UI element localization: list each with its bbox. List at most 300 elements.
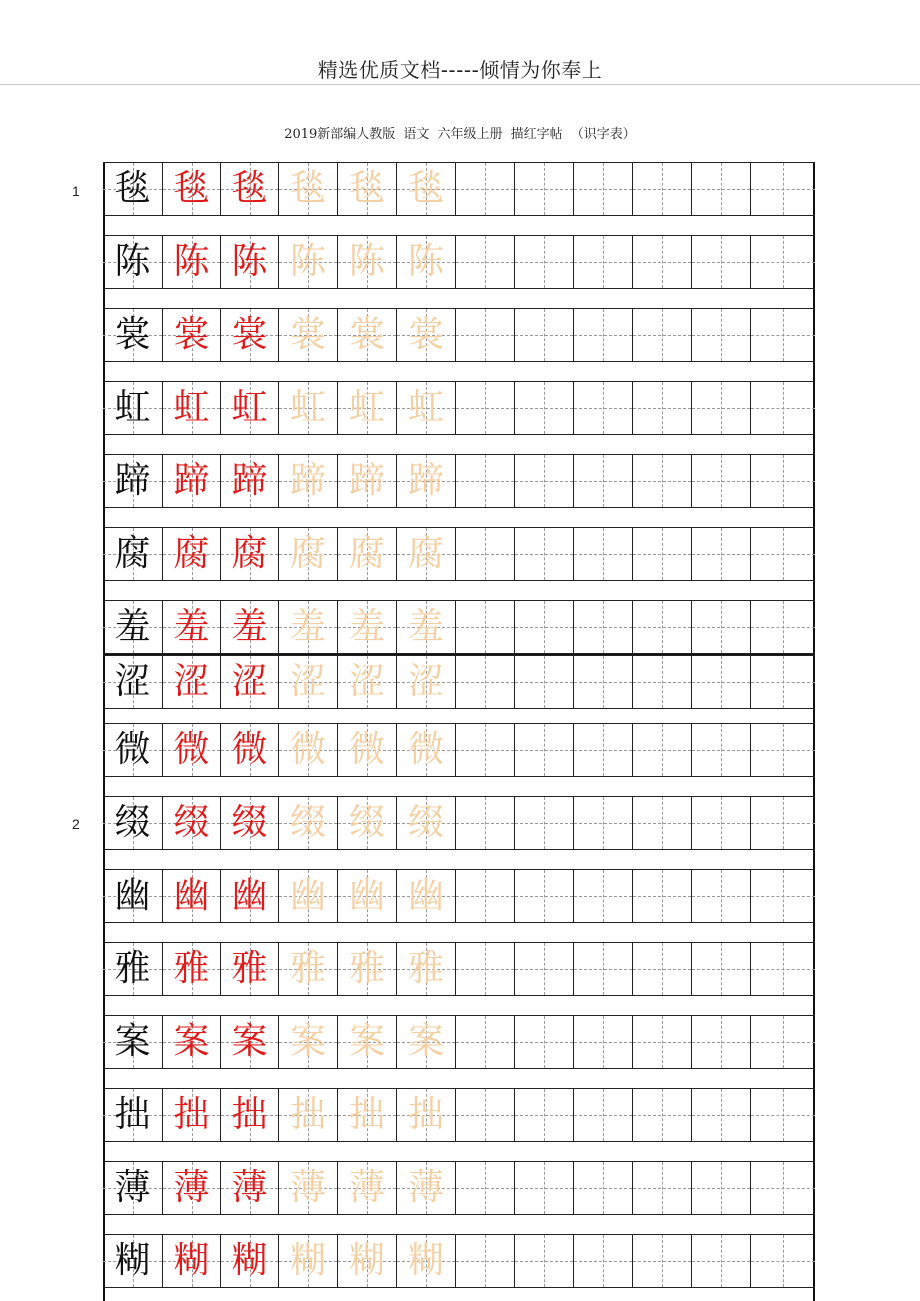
light-trace-character: 薄 — [289, 1167, 326, 1208]
light-trace-character: 腐 — [407, 533, 444, 574]
trace-cell — [221, 1235, 279, 1287]
model-character: 微 — [114, 729, 151, 770]
blank-practice-cell[interactable] — [633, 943, 692, 995]
trace-cell — [279, 236, 338, 288]
light-trace-character: 裳 — [289, 314, 326, 355]
trace-cell — [279, 797, 338, 849]
light-trace-character: 腐 — [289, 533, 326, 574]
blank-practice-cell[interactable] — [456, 1162, 515, 1214]
page-marker-2: 2 — [72, 816, 80, 832]
trace-cell — [163, 163, 221, 215]
blank-practice-cell[interactable] — [633, 382, 692, 434]
trace-cell — [279, 601, 338, 653]
blank-practice-cell[interactable] — [633, 309, 692, 361]
trace-cell — [163, 797, 221, 849]
header-banner: 精选优质文档-----倾情为你奉上 — [317, 58, 603, 82]
blank-practice-cell[interactable] — [456, 943, 515, 995]
light-trace-character: 薄 — [407, 1167, 444, 1208]
blank-practice-cell[interactable] — [692, 528, 751, 580]
light-trace-character: 微 — [348, 729, 385, 770]
trace-cell — [221, 797, 279, 849]
light-trace-character: 拙 — [289, 1094, 326, 1135]
red-trace-character: 微 — [231, 729, 268, 770]
blank-practice-cell[interactable] — [456, 236, 515, 288]
blank-practice-cell[interactable] — [456, 528, 515, 580]
light-trace-character: 案 — [289, 1021, 326, 1062]
trace-cell — [221, 1089, 279, 1141]
trace-cell — [221, 309, 279, 361]
trace-cell — [338, 1235, 397, 1287]
blank-practice-cell[interactable] — [633, 528, 692, 580]
blank-practice-cell[interactable] — [633, 656, 692, 708]
char-row — [103, 454, 815, 508]
trace-cell — [279, 455, 338, 507]
trace-cell — [397, 455, 456, 507]
red-trace-character: 腐 — [173, 533, 210, 574]
blank-practice-cell[interactable] — [692, 163, 751, 215]
model-character: 毯 — [114, 168, 151, 209]
document-title: 2019新部编人教版 语文 六年级上册 描红字帖 （识字表） — [284, 127, 636, 142]
red-trace-character: 涩 — [231, 661, 268, 702]
blank-practice-cell[interactable] — [574, 163, 633, 215]
trace-cell — [279, 1162, 338, 1214]
blank-practice-cell[interactable] — [574, 1016, 633, 1068]
model-cell — [103, 724, 163, 776]
blank-practice-cell[interactable] — [515, 601, 574, 653]
light-trace-character: 毯 — [289, 168, 326, 209]
char-row — [103, 308, 815, 362]
blank-practice-cell[interactable] — [751, 656, 815, 708]
light-trace-character: 缀 — [407, 802, 444, 843]
trace-cell — [221, 601, 279, 653]
trace-cell — [338, 870, 397, 922]
blank-practice-cell[interactable] — [751, 724, 815, 776]
blank-practice-cell[interactable] — [692, 656, 751, 708]
red-trace-character: 涩 — [173, 661, 210, 702]
trace-cell — [279, 870, 338, 922]
trace-cell — [397, 163, 456, 215]
light-trace-character: 陈 — [407, 241, 444, 282]
blank-practice-cell[interactable] — [456, 163, 515, 215]
light-trace-character: 羞 — [289, 606, 326, 647]
trace-cell — [397, 1235, 456, 1287]
trace-cell — [221, 382, 279, 434]
light-trace-character: 微 — [407, 729, 444, 770]
char-row — [103, 1088, 815, 1142]
char-row — [103, 600, 815, 654]
model-cell — [103, 1016, 163, 1068]
trace-cell — [221, 656, 279, 708]
blank-practice-cell[interactable] — [751, 163, 815, 215]
trace-cell — [338, 1089, 397, 1141]
light-trace-character: 蹄 — [289, 460, 326, 501]
blank-practice-cell[interactable] — [751, 1235, 815, 1287]
trace-cell — [338, 309, 397, 361]
model-character: 雅 — [114, 948, 151, 989]
trace-cell — [221, 163, 279, 215]
blank-practice-cell[interactable] — [574, 309, 633, 361]
trace-cell — [163, 943, 221, 995]
model-character: 糊 — [114, 1240, 151, 1281]
red-trace-character: 陈 — [231, 241, 268, 282]
blank-practice-cell[interactable] — [574, 1235, 633, 1287]
blank-practice-cell[interactable] — [515, 797, 574, 849]
blank-practice-cell[interactable] — [574, 1089, 633, 1141]
red-trace-character: 蹄 — [173, 460, 210, 501]
blank-practice-cell[interactable] — [633, 1089, 692, 1141]
light-trace-character: 案 — [348, 1021, 385, 1062]
red-trace-character: 糊 — [173, 1240, 210, 1281]
light-trace-character: 雅 — [348, 948, 385, 989]
trace-cell — [163, 309, 221, 361]
blank-practice-cell[interactable] — [692, 236, 751, 288]
char-row — [103, 1234, 815, 1288]
blank-practice-cell[interactable] — [633, 163, 692, 215]
red-trace-character: 薄 — [173, 1167, 210, 1208]
light-trace-character: 羞 — [407, 606, 444, 647]
blank-practice-cell[interactable] — [515, 1235, 574, 1287]
blank-practice-cell[interactable] — [515, 943, 574, 995]
model-cell — [103, 382, 163, 434]
trace-cell — [338, 455, 397, 507]
trace-cell — [338, 236, 397, 288]
red-trace-character: 薄 — [231, 1167, 268, 1208]
char-row — [103, 235, 815, 289]
trace-cell — [221, 528, 279, 580]
light-trace-character: 涩 — [289, 661, 326, 702]
light-trace-character: 毯 — [407, 168, 444, 209]
blank-practice-cell[interactable] — [751, 797, 815, 849]
light-trace-character: 蹄 — [348, 460, 385, 501]
red-trace-character: 腐 — [231, 533, 268, 574]
blank-practice-cell[interactable] — [515, 1089, 574, 1141]
model-cell — [103, 163, 163, 215]
light-trace-character: 糊 — [407, 1240, 444, 1281]
blank-practice-cell[interactable] — [633, 797, 692, 849]
blank-practice-cell[interactable] — [456, 309, 515, 361]
char-row — [103, 796, 815, 850]
model-character: 陈 — [114, 241, 151, 282]
trace-cell — [279, 382, 338, 434]
blank-practice-cell[interactable] — [692, 601, 751, 653]
page-marker-1: 1 — [72, 183, 80, 199]
red-trace-character: 拙 — [231, 1094, 268, 1135]
blank-practice-cell[interactable] — [692, 1162, 751, 1214]
light-trace-character: 案 — [407, 1021, 444, 1062]
blank-practice-cell[interactable] — [574, 797, 633, 849]
blank-practice-cell[interactable] — [574, 656, 633, 708]
light-trace-character: 缀 — [289, 802, 326, 843]
model-character: 腐 — [114, 533, 151, 574]
light-trace-character: 毯 — [348, 168, 385, 209]
model-character: 拙 — [114, 1094, 151, 1135]
char-row — [103, 869, 815, 923]
trace-cell — [397, 724, 456, 776]
blank-practice-cell[interactable] — [692, 1089, 751, 1141]
blank-practice-cell[interactable] — [692, 309, 751, 361]
blank-practice-cell[interactable] — [515, 309, 574, 361]
blank-practice-cell[interactable] — [692, 1016, 751, 1068]
char-row — [103, 723, 815, 777]
blank-practice-cell[interactable] — [456, 724, 515, 776]
blank-practice-cell[interactable] — [456, 1235, 515, 1287]
blank-practice-cell[interactable] — [692, 455, 751, 507]
blank-practice-cell[interactable] — [574, 870, 633, 922]
blank-practice-cell[interactable] — [574, 382, 633, 434]
trace-cell — [397, 382, 456, 434]
model-cell — [103, 601, 163, 653]
trace-cell — [163, 1089, 221, 1141]
light-trace-character: 裳 — [348, 314, 385, 355]
char-row — [103, 527, 815, 581]
trace-cell — [163, 455, 221, 507]
red-trace-character: 陈 — [173, 241, 210, 282]
red-trace-character: 幽 — [231, 875, 268, 916]
model-cell — [103, 236, 163, 288]
light-trace-character: 腐 — [348, 533, 385, 574]
blank-practice-cell[interactable] — [633, 1162, 692, 1214]
blank-practice-cell[interactable] — [456, 601, 515, 653]
red-trace-character: 微 — [173, 729, 210, 770]
blank-practice-cell[interactable] — [751, 382, 815, 434]
model-character: 裳 — [114, 314, 151, 355]
blank-practice-cell[interactable] — [633, 870, 692, 922]
light-trace-character: 幽 — [289, 875, 326, 916]
model-cell — [103, 528, 163, 580]
char-row — [103, 162, 815, 216]
blank-practice-cell[interactable] — [633, 1016, 692, 1068]
model-character: 案 — [114, 1021, 151, 1062]
blank-practice-cell[interactable] — [574, 1162, 633, 1214]
blank-practice-cell[interactable] — [574, 236, 633, 288]
trace-cell — [397, 656, 456, 708]
blank-practice-cell[interactable] — [751, 1016, 815, 1068]
blank-practice-cell[interactable] — [515, 163, 574, 215]
light-trace-character: 拙 — [348, 1094, 385, 1135]
char-row — [103, 1161, 815, 1215]
model-character: 蹄 — [114, 460, 151, 501]
trace-cell — [221, 870, 279, 922]
red-trace-character: 案 — [231, 1021, 268, 1062]
red-trace-character: 虹 — [231, 387, 268, 428]
trace-cell — [397, 943, 456, 995]
char-row — [103, 942, 815, 996]
trace-cell — [279, 309, 338, 361]
trace-cell — [338, 382, 397, 434]
blank-practice-cell[interactable] — [633, 724, 692, 776]
model-cell — [103, 309, 163, 361]
trace-cell — [397, 870, 456, 922]
trace-cell — [338, 1162, 397, 1214]
char-row — [103, 655, 815, 709]
blank-practice-cell[interactable] — [692, 797, 751, 849]
blank-practice-cell[interactable] — [574, 724, 633, 776]
blank-practice-cell[interactable] — [751, 870, 815, 922]
blank-practice-cell[interactable] — [633, 601, 692, 653]
trace-cell — [163, 656, 221, 708]
red-trace-character: 毯 — [173, 168, 210, 209]
trace-cell — [163, 724, 221, 776]
light-trace-character: 微 — [289, 729, 326, 770]
blank-practice-cell[interactable] — [692, 724, 751, 776]
trace-cell — [338, 601, 397, 653]
trace-cell — [279, 656, 338, 708]
blank-practice-cell[interactable] — [574, 601, 633, 653]
blank-practice-cell[interactable] — [456, 797, 515, 849]
blank-practice-cell[interactable] — [515, 1016, 574, 1068]
blank-practice-cell[interactable] — [456, 656, 515, 708]
light-trace-character: 拙 — [407, 1094, 444, 1135]
model-character: 羞 — [114, 606, 151, 647]
light-trace-character: 虹 — [348, 387, 385, 428]
blank-practice-cell[interactable] — [751, 943, 815, 995]
model-character: 涩 — [114, 661, 151, 702]
red-trace-character: 缀 — [231, 802, 268, 843]
blank-practice-cell[interactable] — [751, 1162, 815, 1214]
trace-cell — [279, 724, 338, 776]
trace-cell — [221, 943, 279, 995]
light-trace-character: 涩 — [348, 661, 385, 702]
red-trace-character: 雅 — [231, 948, 268, 989]
blank-practice-cell[interactable] — [515, 870, 574, 922]
model-character: 虹 — [114, 387, 151, 428]
trace-cell — [163, 236, 221, 288]
blank-practice-cell[interactable] — [751, 455, 815, 507]
blank-practice-cell[interactable] — [456, 870, 515, 922]
light-trace-character: 薄 — [348, 1167, 385, 1208]
blank-practice-cell[interactable] — [751, 1089, 815, 1141]
light-trace-character: 陈 — [289, 241, 326, 282]
trace-cell — [338, 724, 397, 776]
trace-cell — [338, 528, 397, 580]
trace-cell — [338, 656, 397, 708]
red-trace-character: 毯 — [231, 168, 268, 209]
trace-cell — [279, 1235, 338, 1287]
blank-practice-cell[interactable] — [515, 382, 574, 434]
blank-practice-cell[interactable] — [692, 1235, 751, 1287]
trace-cell — [279, 1016, 338, 1068]
blank-practice-cell[interactable] — [692, 870, 751, 922]
blank-practice-cell[interactable] — [751, 236, 815, 288]
model-cell — [103, 1162, 163, 1214]
blank-practice-cell[interactable] — [515, 724, 574, 776]
light-trace-character: 糊 — [289, 1240, 326, 1281]
blank-practice-cell[interactable] — [633, 455, 692, 507]
trace-cell — [163, 1162, 221, 1214]
red-trace-character: 糊 — [231, 1240, 268, 1281]
trace-cell — [279, 528, 338, 580]
header-rule — [0, 84, 920, 85]
red-trace-character: 虹 — [173, 387, 210, 428]
model-character: 薄 — [114, 1167, 151, 1208]
model-cell — [103, 1089, 163, 1141]
model-cell — [103, 455, 163, 507]
blank-practice-cell[interactable] — [574, 455, 633, 507]
blank-practice-cell[interactable] — [456, 1089, 515, 1141]
trace-cell — [338, 1016, 397, 1068]
blank-practice-cell[interactable] — [515, 236, 574, 288]
char-row — [103, 1015, 815, 1069]
practice-sheet — [103, 162, 815, 1301]
char-row — [103, 381, 815, 435]
blank-practice-cell[interactable] — [515, 1162, 574, 1214]
red-trace-character: 缀 — [173, 802, 210, 843]
red-trace-character: 拙 — [173, 1094, 210, 1135]
red-trace-character: 裳 — [231, 314, 268, 355]
blank-practice-cell[interactable] — [515, 528, 574, 580]
trace-cell — [397, 236, 456, 288]
trace-cell — [163, 601, 221, 653]
model-character: 幽 — [114, 875, 151, 916]
trace-cell — [221, 455, 279, 507]
blank-practice-cell[interactable] — [515, 455, 574, 507]
blank-practice-cell[interactable] — [633, 236, 692, 288]
red-trace-character: 幽 — [173, 875, 210, 916]
blank-practice-cell[interactable] — [574, 528, 633, 580]
trace-cell — [221, 236, 279, 288]
model-character: 缀 — [114, 802, 151, 843]
trace-cell — [163, 1016, 221, 1068]
blank-practice-cell[interactable] — [456, 455, 515, 507]
blank-practice-cell[interactable] — [751, 528, 815, 580]
light-trace-character: 雅 — [407, 948, 444, 989]
red-trace-character: 蹄 — [231, 460, 268, 501]
light-trace-character: 虹 — [407, 387, 444, 428]
red-trace-character: 羞 — [173, 606, 210, 647]
trace-cell — [397, 1089, 456, 1141]
light-trace-character: 糊 — [348, 1240, 385, 1281]
light-trace-character: 雅 — [289, 948, 326, 989]
blank-practice-cell[interactable] — [692, 943, 751, 995]
blank-practice-cell[interactable] — [751, 601, 815, 653]
trace-cell — [397, 797, 456, 849]
light-trace-character: 羞 — [348, 606, 385, 647]
trace-cell — [338, 943, 397, 995]
blank-practice-cell[interactable] — [456, 382, 515, 434]
trace-cell — [279, 163, 338, 215]
light-trace-character: 蹄 — [407, 460, 444, 501]
blank-practice-cell[interactable] — [692, 382, 751, 434]
trace-cell — [221, 1162, 279, 1214]
red-trace-character: 羞 — [231, 606, 268, 647]
blank-practice-cell[interactable] — [633, 1235, 692, 1287]
trace-cell — [163, 1235, 221, 1287]
model-cell — [103, 1235, 163, 1287]
model-cell — [103, 656, 163, 708]
trace-cell — [338, 163, 397, 215]
blank-practice-cell[interactable] — [456, 1016, 515, 1068]
blank-practice-cell[interactable] — [574, 943, 633, 995]
light-trace-character: 幽 — [348, 875, 385, 916]
trace-cell — [397, 1162, 456, 1214]
light-trace-character: 虹 — [289, 387, 326, 428]
model-cell — [103, 797, 163, 849]
trace-cell — [163, 382, 221, 434]
trace-cell — [221, 1016, 279, 1068]
light-trace-character: 裳 — [407, 314, 444, 355]
trace-cell — [397, 1016, 456, 1068]
blank-practice-cell[interactable] — [515, 656, 574, 708]
model-cell — [103, 943, 163, 995]
trace-cell — [397, 309, 456, 361]
light-trace-character: 幽 — [407, 875, 444, 916]
red-trace-character: 裳 — [173, 314, 210, 355]
blank-practice-cell[interactable] — [751, 309, 815, 361]
trace-cell — [163, 870, 221, 922]
light-trace-character: 涩 — [407, 661, 444, 702]
red-trace-character: 案 — [173, 1021, 210, 1062]
trace-cell — [221, 724, 279, 776]
